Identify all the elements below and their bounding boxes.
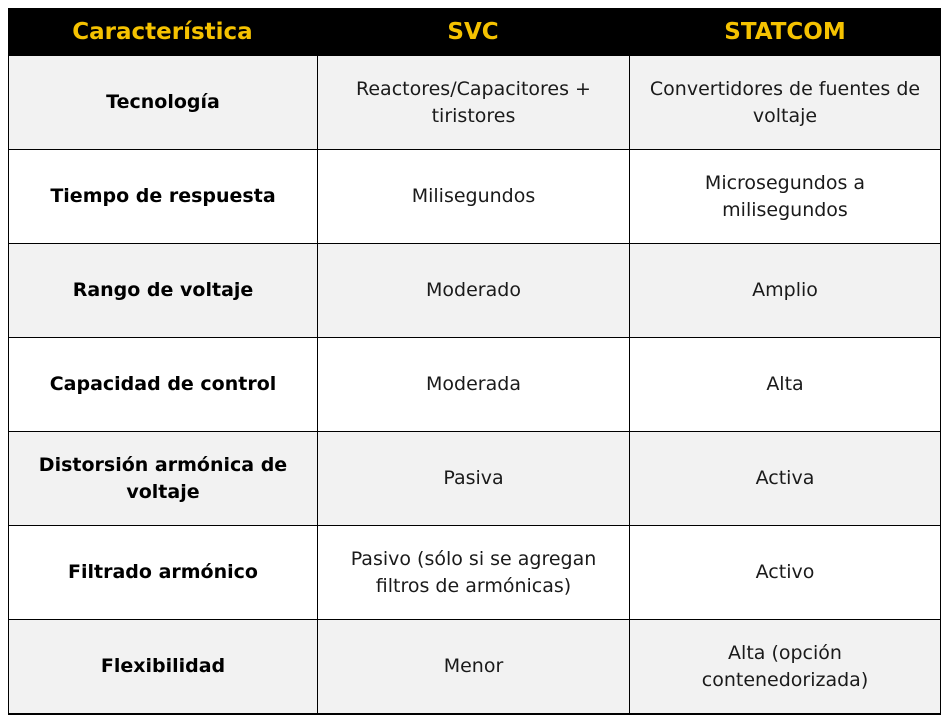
comparison-table [8, 8, 941, 715]
row-rango-svc: Moderado [317, 243, 629, 337]
row-filtrado-statcom: Activo [629, 525, 941, 619]
row-flexibilidad-svc: Menor [317, 619, 629, 713]
row-capacidad-statcom: Alta [629, 337, 941, 431]
row-flexibilidad-feature: Flexibilidad [8, 619, 317, 713]
row-distorsion-statcom: Activa [629, 431, 941, 525]
row-distorsion-feature: Distorsión armónica de voltaje [8, 431, 317, 525]
row-filtrado-svc: Pasivo (sólo si se agregan filtros de armónicas) [317, 525, 629, 619]
row-filtrado-feature: Filtrado armónico [8, 525, 317, 619]
row-distorsion-svc: Pasiva [317, 431, 629, 525]
row-capacidad-feature: Capacidad de control [8, 337, 317, 431]
header-statcom: STATCOM [629, 8, 941, 55]
row-tecnologia-feature: Tecnología [8, 55, 317, 149]
row-tecnologia-svc: Reactores/Capacitores + tiristores [317, 55, 629, 149]
row-rango-statcom: Amplio [629, 243, 941, 337]
row-tiempo-feature: Tiempo de respuesta [8, 149, 317, 243]
row-flexibilidad-statcom: Alta (opción contenedorizada) [629, 619, 941, 713]
row-tiempo-svc: Milisegundos [317, 149, 629, 243]
header-caracteristica: Característica [8, 8, 317, 55]
header-svc: SVC [317, 8, 629, 55]
row-tiempo-statcom: Microsegundos a milisegundos [629, 149, 941, 243]
row-tecnologia-statcom: Convertidores de fuentes de voltaje [629, 55, 941, 149]
row-capacidad-svc: Moderada [317, 337, 629, 431]
row-rango-feature: Rango de voltaje [8, 243, 317, 337]
